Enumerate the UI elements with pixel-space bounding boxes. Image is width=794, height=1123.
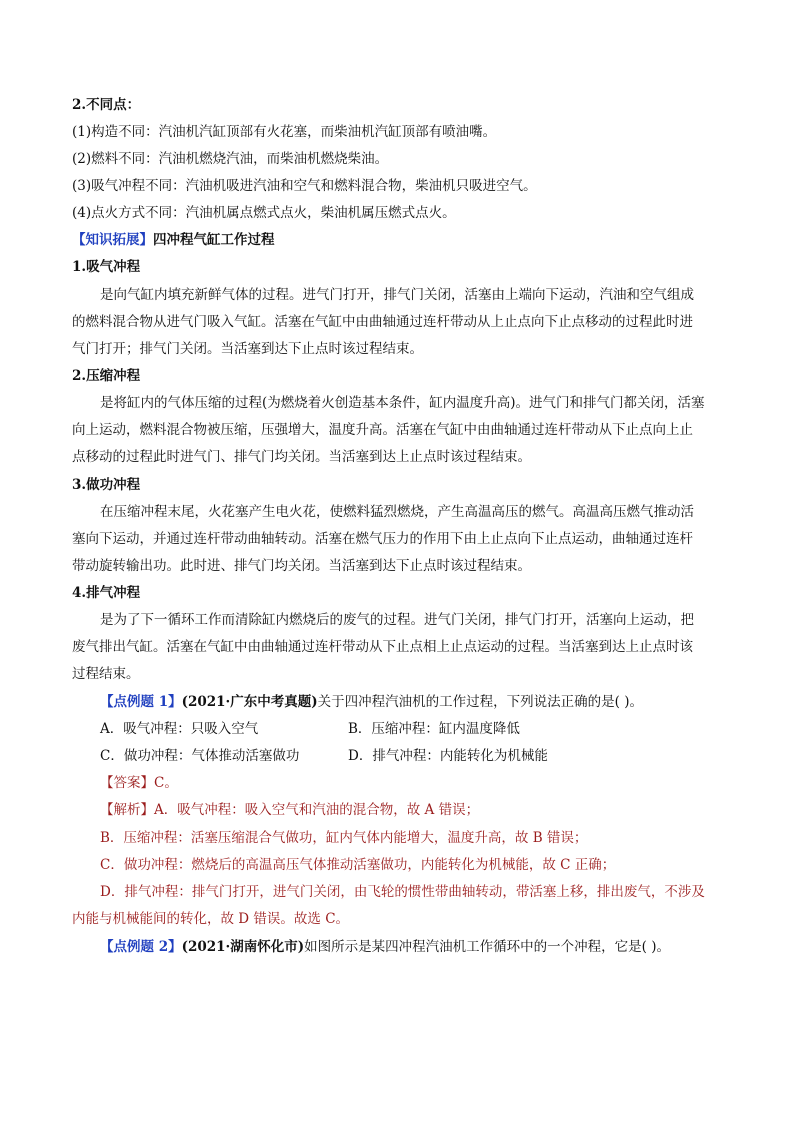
stroke-text: 过程结束。 [72, 666, 140, 682]
stroke-heading: 4.排气冲程 [72, 585, 141, 601]
analysis-line: C．做功冲程：燃烧后的高温高压气体推动活塞做功，内能转化为机械能，故 C 正确； [100, 857, 616, 873]
section-heading: 2.不同点： [72, 97, 141, 113]
example-tag: 【点例题 1】 [100, 694, 182, 710]
stroke-text: 在压缩冲程末尾，火花塞产生电火花，使燃料猛烈燃烧，产生高温高压的燃气。高温高压燃气推动活 [100, 504, 694, 520]
analysis-line: B．压缩冲程：活塞压缩混合气做功，缸内气体内能增大，温度升高，故 B 错误； [100, 830, 588, 846]
answer-tag: 【答案】 [100, 775, 154, 791]
analysis-line: 内能与机械能间的转化，故 D 错误。故选 C。 [72, 911, 350, 927]
analysis-text: A．吸气冲程：吸入空气和汽油的混合物，故 A 错误； [154, 802, 480, 818]
stroke-text: 是为了下一循环工作而清除缸内燃烧后的废气的过程。进气门关闭，排气门打开，活塞向上运动，把 [100, 612, 694, 628]
stroke-text: 废气排出气缸。活塞在气缸中由曲轴通过连杆带动从下止点相上止点运动的过程。当活塞到达上止点时该 [72, 639, 693, 655]
option-c: C．做功冲程：气体推动活塞做功 [100, 748, 300, 764]
stroke-text: 是向气缸内填充新鲜气体的过程。进气门打开，排气门关闭，活塞由上端向下运动，汽油和空气组成 [100, 287, 694, 303]
example-question [100, 938, 727, 956]
extension-title: 四冲程气缸工作过程 [153, 232, 275, 248]
difference-item: (1)构造不同：汽油机汽缸顶部有火花塞，而柴油机汽缸顶部有喷油嘴。 [72, 124, 497, 140]
difference-item: (2)燃料不同：汽油机燃烧汽油，而柴油机燃烧柴油。 [72, 151, 389, 167]
difference-item: (3)吸气冲程不同：汽油机吸进汽油和空气和燃料混合物，柴油机只吸进空气。 [72, 178, 537, 194]
stroke-text: 气门打开；排气门关闭。当活塞到达下止点时该过程结束。 [72, 341, 423, 357]
answer-value: C。 [154, 775, 178, 791]
example-question [100, 693, 727, 711]
option-d: D．排气冲程：内能转化为机械能 [348, 748, 548, 764]
example-tag: 【点例题 2】 [100, 939, 182, 955]
example-question-text: 如图所示是某四冲程汽油机工作循环中的一个冲程，它是( )。 [304, 939, 670, 955]
stroke-text: 塞向下运动，并通过连杆带动曲轴转动。活塞在燃气压力的作用下由上止点向下止点运动，曲轴通过连杆 [72, 531, 693, 547]
example-question-text: 关于四冲程汽油机的工作过程，下列说法正确的是( )。 [317, 694, 643, 710]
example-source: (2021·湖南怀化市) [181, 939, 305, 955]
stroke-text: 是将缸内的气体压缩的过程(为燃烧着火创造基本条件，缸内温度升高)。进气门和排气门都关闭，活塞 [100, 395, 705, 411]
option-b: B．压缩冲程：缸内温度降低 [348, 721, 520, 737]
extension-tag: 【知识拓展】 [72, 232, 153, 248]
stroke-text: 向上运动，燃料混合物被压缩，压强增大，温度升高。活塞在气缸中由曲轴通过连杆带动从下止点向上止 [72, 422, 693, 438]
example-source: (2021·广东中考真题) [181, 694, 318, 710]
analysis-tag: 【解析】 [100, 802, 154, 818]
analysis-line [100, 801, 727, 819]
stroke-text: 点移动的过程此时进气门、排气门均关闭。当活塞到达上止点时该过程结束。 [72, 449, 531, 465]
stroke-text: 的燃料混合物从进气门吸入气缸。活塞在气缸中由曲轴通过连杆带动从上止点向下止点移动的过程此时进 [72, 314, 693, 330]
stroke-text: 带动旋转输出功。此时进、排气门均关闭。当活塞到达下止点时该过程结束。 [72, 558, 531, 574]
stroke-heading: 2.压缩冲程 [72, 368, 141, 384]
extension-header [72, 231, 727, 249]
option-a: A．吸气冲程：只吸入空气 [100, 721, 259, 737]
difference-item: (4)点火方式不同：汽油机属点燃式点火，柴油机属压燃式点火。 [72, 205, 456, 221]
stroke-heading: 1.吸气冲程 [72, 259, 141, 275]
answer-line [100, 774, 727, 792]
analysis-line: D．排气冲程：排气门打开，进气门关闭，由飞轮的惯性带曲轴转动，带活塞上移，排出废气，不涉及 [100, 884, 705, 900]
stroke-heading: 3.做功冲程 [72, 477, 141, 493]
